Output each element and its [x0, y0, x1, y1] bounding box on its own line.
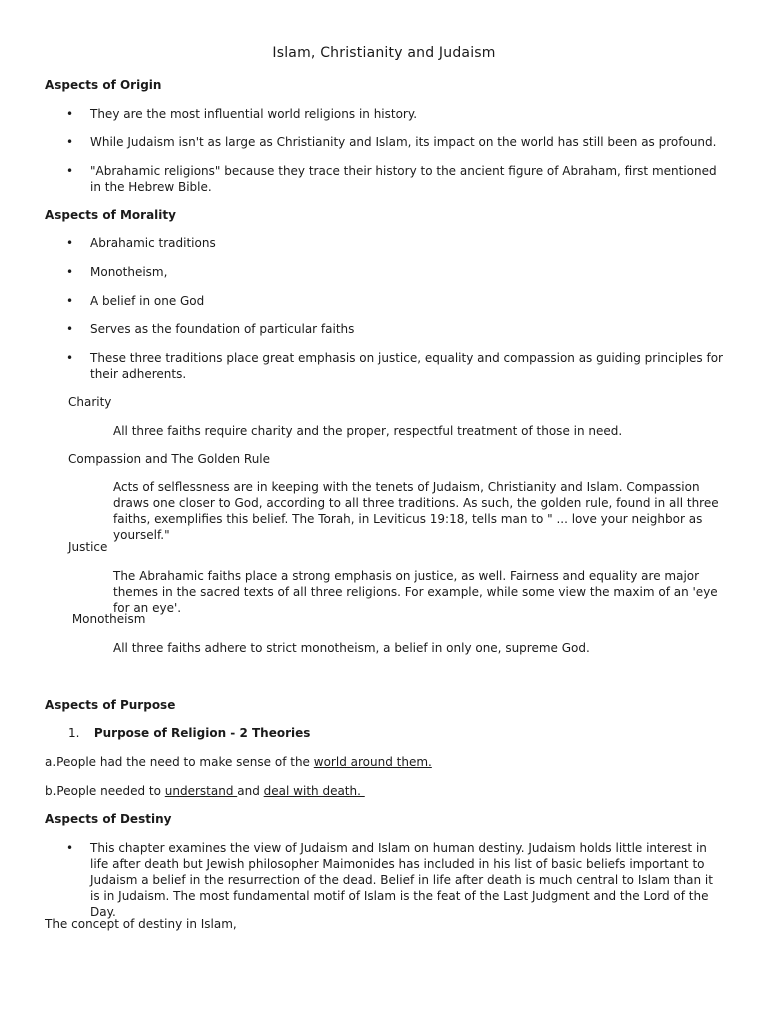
list-item — [66, 235, 726, 251]
theory-b-text: b.People needed to — [45, 784, 165, 798]
bullet-icon: • — [66, 236, 74, 250]
list-item-text: "Abrahamic religions" because they trace their history to the ancient figure of Abraham, first mentioned in the Hebrew Bible. — [90, 164, 717, 194]
subheading-justice: Justice — [68, 540, 108, 554]
list-item-text: This chapter examines the view of Judaism and Islam on human destiny. Judaism holds little interest in life after death but Jewish philosopher Maimonides has included in his list of basic beliefs important to Judaism a belief in the resurrection of the dead. Belief in life after death is much central to Islam than it is in Judaism. The most fundamental motif of Islam is the feat of the Last Judgment and the Lord of the Day. — [90, 841, 713, 919]
list-item-text: While Judaism isn't as large as Christianity and Islam, its impact on the world has still been as profound. — [90, 135, 717, 149]
list-item — [66, 321, 726, 337]
numbered-item — [68, 726, 310, 740]
bullet-icon: • — [66, 351, 74, 365]
subheading-charity: Charity — [68, 395, 112, 409]
document-title: Islam, Christianity and Judaism — [272, 45, 496, 61]
heading-morality: Aspects of Morality — [45, 208, 176, 222]
bullet-icon: • — [66, 265, 74, 279]
closing-text: The concept of destiny in Islam, — [45, 917, 237, 931]
bullet-icon: • — [66, 164, 74, 178]
list-item-text: Monotheism, — [90, 265, 168, 279]
paragraph-justice: The Abrahamic faiths place a strong emphasis on justice, as well. Fairness and equality are major themes in the sacred texts of all three religions. For example, while some view the maxim of an 'eye for an eye'. — [113, 569, 718, 615]
list-item-text: These three traditions place great emphasis on justice, equality and compassion as guiding principles for their adherents. — [90, 351, 723, 381]
theory-a-text: a.People had the need to make sense of the — [45, 755, 314, 769]
theory-b-underlined-2: deal with death. — [263, 784, 365, 798]
bullet-icon: • — [66, 294, 74, 308]
bullet-icon: • — [66, 107, 74, 121]
paragraph-monotheism: All three faiths adhere to strict monotheism, a belief in only one, supreme God. — [113, 641, 590, 655]
theory-a — [45, 754, 432, 770]
list-item-text: Abrahamic traditions — [90, 236, 216, 250]
bullet-icon: • — [66, 135, 74, 149]
list-item — [66, 293, 726, 309]
list-item — [66, 106, 726, 122]
bullet-icon: • — [66, 322, 74, 336]
list-item — [66, 264, 726, 280]
list-item — [66, 163, 726, 195]
theory-a-underlined: world around them. — [313, 755, 432, 769]
list-item-text: A belief in one God — [90, 294, 205, 308]
paragraph-compassion: Acts of selflessness are in keeping with the tenets of Judaism, Christianity and Islam. Compassion draws one closer to God, according to all three traditions. As such, the golden rule, found in all three faiths, exemplifies this belief. The Torah, in Leviticus 19:18, tells man to " ... love your neighbor as yourself." — [113, 480, 719, 542]
theory-b — [45, 783, 365, 799]
theory-b-underlined-1: understand — [164, 784, 238, 798]
theory-b-connector: and — [237, 784, 264, 798]
list-item — [66, 350, 726, 382]
bullet-icon: • — [66, 841, 74, 855]
list-item-text: Serves as the foundation of particular faiths — [90, 322, 355, 336]
subheading-monotheism: Monotheism — [68, 612, 146, 626]
list-item — [66, 840, 726, 920]
list-item — [66, 134, 726, 150]
item-label: Purpose of Religion - 2 Theories — [93, 726, 311, 740]
subheading-compassion: Compassion and The Golden Rule — [68, 452, 271, 466]
item-number: 1. — [68, 726, 80, 740]
list-item-text: They are the most influential world religions in history. — [90, 107, 418, 121]
paragraph-charity: All three faiths require charity and the proper, respectful treatment of those in need. — [113, 424, 623, 438]
heading-purpose: Aspects of Purpose — [45, 698, 176, 712]
heading-destiny: Aspects of Destiny — [45, 812, 172, 826]
heading-origin: Aspects of Origin — [45, 78, 162, 92]
